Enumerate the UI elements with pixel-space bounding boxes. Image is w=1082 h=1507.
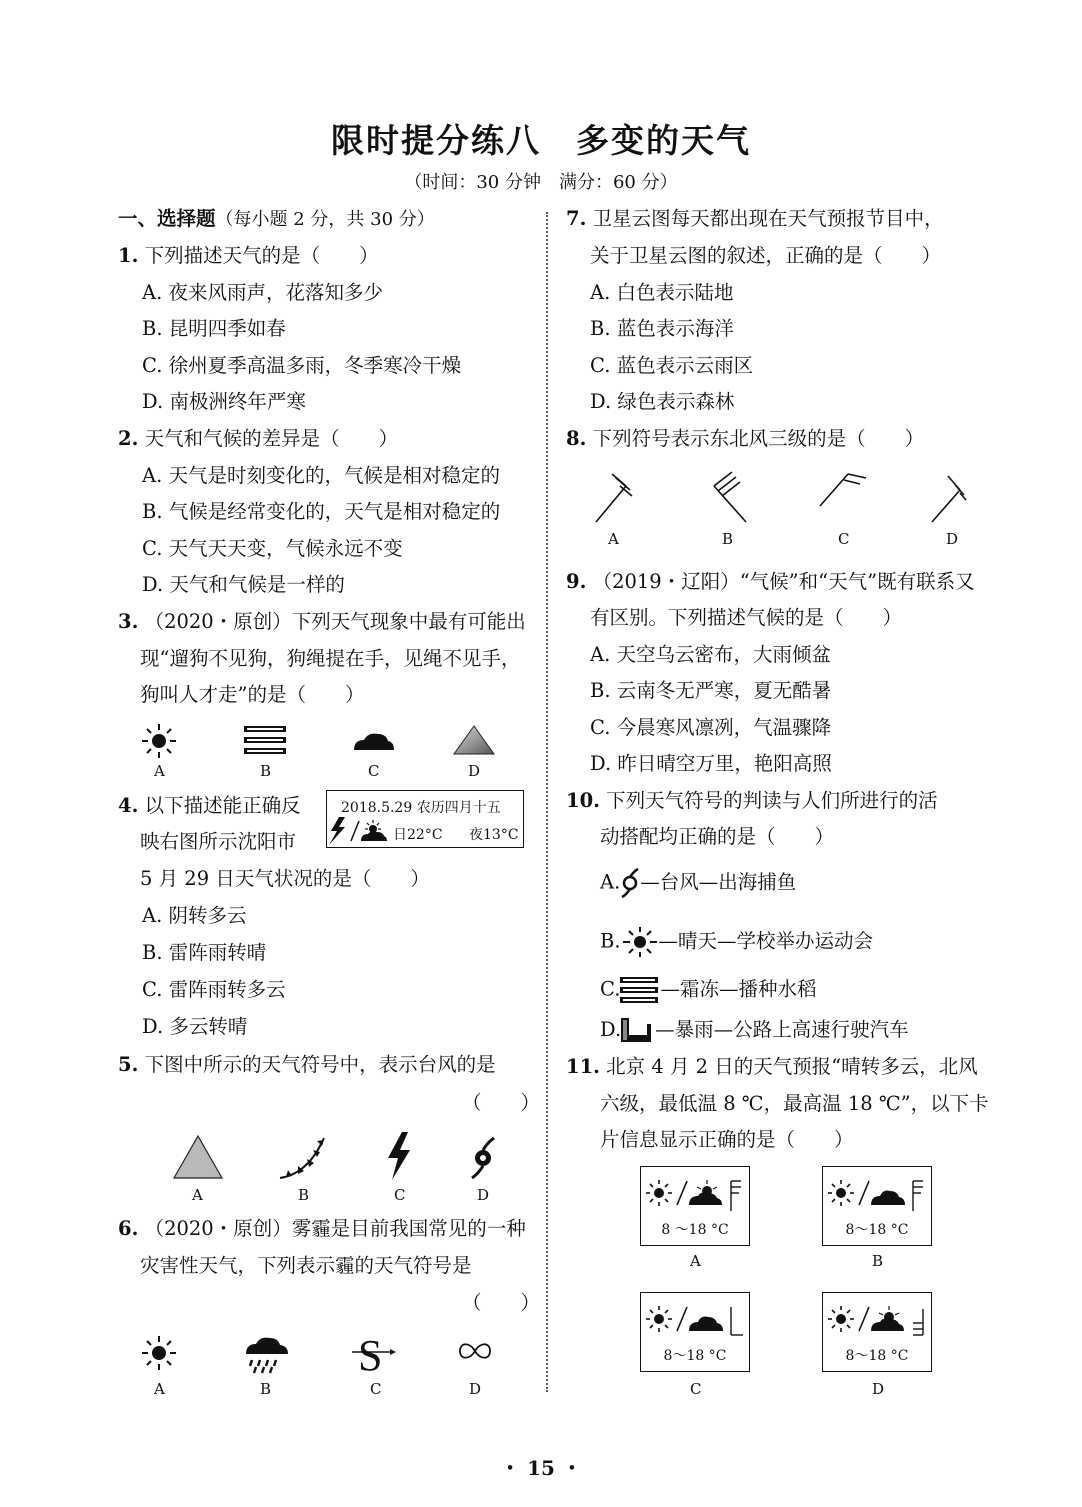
question-text: 下列符号表示东北风三级的是（ ） xyxy=(592,427,925,450)
forecast-date-line xyxy=(341,797,501,817)
question-9-stem-line2: 有区别。下列描述气候的是（ ） xyxy=(590,606,903,629)
section-name: 一、选择题 xyxy=(118,207,216,230)
typhoon-icon[interactable] xyxy=(468,1136,498,1180)
question-3-stem-line1 xyxy=(118,609,526,635)
question-4-stem-line3: 5 月 29 日天气状况的是（ ） xyxy=(140,867,430,890)
question-number: 5. xyxy=(118,1053,139,1076)
page-number: ・ 15 ・ xyxy=(500,1456,582,1480)
question-10-stem-line1 xyxy=(566,788,938,814)
page-title: 限时提分练八 多变的天气 xyxy=(331,121,751,160)
section-note: （每小题 2 分，共 30 分） xyxy=(215,209,435,230)
sandstorm-triangle-icon[interactable] xyxy=(172,1134,224,1180)
question-6-stem-line2: 灾害性天气，下列表示霾的天气符号是 xyxy=(140,1254,472,1277)
question-text: 卫星云图每天都出现在天气预报节目中， xyxy=(592,207,944,230)
option-q1-d[interactable]: D. 南极洲终年严寒 xyxy=(142,390,306,413)
sunny-icon xyxy=(621,925,659,959)
option-q2-a[interactable]: A. 天气是时刻变化的，气候是相对稳定的 xyxy=(142,464,500,487)
question-text: （2020・原创）雾霾是目前我国常见的一种 xyxy=(144,1217,526,1240)
question-2-stem xyxy=(118,426,398,452)
rain-gauge-icon xyxy=(621,1018,655,1044)
question-text: （2020・原创）下列天气现象中最有可能出 xyxy=(144,610,526,633)
question-3-stem-line3: 狗叫人才走”的是（ ） xyxy=(140,683,365,706)
dust-storm-s-icon[interactable] xyxy=(352,1330,398,1380)
card-label: D xyxy=(872,1380,885,1398)
card-label: A xyxy=(690,1252,701,1270)
option-q10-d[interactable] xyxy=(600,1017,909,1044)
card-label: C xyxy=(690,1380,702,1398)
wind-barb-icon[interactable] xyxy=(706,470,750,524)
section-heading xyxy=(118,206,435,233)
question-4-stem-line2: 映右图所示沈阳市 xyxy=(140,830,297,853)
weather-forecast-box xyxy=(326,790,524,848)
forecast-day-temp: 日22°C xyxy=(393,827,443,843)
option-q7-d[interactable]: D. 绿色表示森林 xyxy=(590,390,735,413)
forecast-card-b[interactable] xyxy=(822,1166,932,1246)
heavy-rain-icon[interactable] xyxy=(244,1334,292,1374)
lightning-icon[interactable] xyxy=(384,1132,414,1180)
cold-front-icon[interactable] xyxy=(278,1134,330,1180)
forecast-card-d[interactable] xyxy=(822,1292,932,1372)
symbol-label: B xyxy=(260,762,272,780)
symbol-label: C xyxy=(394,1186,406,1204)
question-number: 7. xyxy=(566,207,587,230)
question-6-stem-line1 xyxy=(118,1216,526,1242)
symbol-label: D xyxy=(477,1186,490,1204)
symbol-label: A xyxy=(608,530,619,548)
option-q7-c[interactable]: C. 蓝色表示云雨区 xyxy=(590,354,754,377)
sunny-to-cloudy-wind-icon xyxy=(827,1301,927,1341)
question-8-stem xyxy=(566,426,924,452)
card-temperature: 8 ～18 °C xyxy=(661,1222,729,1238)
card-label: B xyxy=(872,1252,884,1270)
question-11-stem-line2: 六级，最低温 8 ℃，最高温 18 ℃”，以下卡 xyxy=(600,1092,989,1115)
card-temperature: 8～18 °C xyxy=(845,1348,909,1364)
sunny-to-overcast-north-wind-icon xyxy=(827,1175,927,1215)
column-divider xyxy=(546,212,548,1392)
question-11-stem-line1 xyxy=(566,1054,978,1080)
question-1-stem xyxy=(118,243,379,269)
forecast-date: 2018.5.29 xyxy=(341,800,413,816)
symbol-label: D xyxy=(469,1380,482,1398)
option-q2-b[interactable]: B. 气候是经常变化的，天气是相对稳定的 xyxy=(142,500,501,523)
answer-paren[interactable]: （ ） xyxy=(462,1291,541,1314)
option-text: —晴天—学校举办运动会 xyxy=(658,929,874,953)
wind-barb-icon[interactable] xyxy=(594,470,634,524)
option-q9-c[interactable]: C. 今晨寒风凛冽，气温骤降 xyxy=(590,716,832,739)
symbol-label: D xyxy=(468,762,481,780)
symbol-label: B xyxy=(298,1186,310,1204)
sunny-icon[interactable] xyxy=(140,722,180,762)
question-number: 2. xyxy=(118,427,139,450)
option-q9-a[interactable]: A. 天空乌云密布，大雨倾盆 xyxy=(590,643,831,666)
thunderstorm-to-cloudy-icon xyxy=(329,817,389,845)
question-4-stem-line1 xyxy=(118,793,301,819)
forecast-lunar: 农历四月十五 xyxy=(416,800,501,816)
symbol-label: A xyxy=(154,762,165,780)
question-number: 8. xyxy=(566,427,587,450)
option-q1-b[interactable]: B. 昆明四季如春 xyxy=(142,317,286,340)
wind-barb-icon[interactable] xyxy=(930,470,970,524)
symbol-label: C xyxy=(838,530,850,548)
option-q4-b[interactable]: B. 雷阵雨转晴 xyxy=(142,941,267,964)
question-text: （2019・辽阳）“气候”和“天气”既有联系又 xyxy=(592,570,975,593)
question-7-stem-line2: 关于卫星云图的叙述，正确的是（ ） xyxy=(590,244,942,267)
sunny-icon[interactable] xyxy=(140,1334,180,1374)
question-text: 北京 4 月 2 日的天气预报“晴转多云，北风 xyxy=(606,1055,978,1078)
symbol-label: D xyxy=(946,530,959,548)
symbol-label: B xyxy=(722,530,734,548)
option-q10-b[interactable] xyxy=(600,925,873,959)
option-text: —暴雨—公路上高速行驶汽车 xyxy=(655,1018,909,1041)
haze-infinity-icon[interactable] xyxy=(458,1340,492,1362)
option-text: —台风—出海捕鱼 xyxy=(640,870,797,894)
forecast-card-a[interactable] xyxy=(640,1166,750,1246)
question-number: 3. xyxy=(118,610,139,633)
question-number: 10. xyxy=(566,789,600,812)
symbol-label: A xyxy=(192,1186,203,1204)
card-temperature: 8～18 °C xyxy=(663,1348,727,1364)
option-q4-d[interactable]: D. 多云转晴 xyxy=(142,1015,248,1038)
question-5-stem xyxy=(118,1052,496,1078)
option-letter: A. xyxy=(600,870,621,894)
option-q9-b[interactable]: B. 云南冬无严寒，夏无酷暑 xyxy=(590,679,832,702)
option-q4-c[interactable]: C. 雷阵雨转多云 xyxy=(142,978,286,1001)
question-text: 下图中所示的天气符号中，表示台风的是 xyxy=(144,1053,496,1076)
fog-icon[interactable] xyxy=(244,724,288,758)
option-q10-a[interactable] xyxy=(600,868,796,898)
card-temperature: 8～18 °C xyxy=(845,1222,909,1238)
question-text: 以下描述能正确反 xyxy=(144,794,301,817)
symbol-label: C xyxy=(370,1380,382,1398)
wind-barb-icon[interactable] xyxy=(818,470,870,510)
question-text: 下列描述天气的是（ ） xyxy=(144,244,379,267)
overcast-icon[interactable] xyxy=(352,730,396,752)
sunny-to-overcast-wind-icon xyxy=(645,1301,745,1341)
option-q1-c[interactable]: C. 徐州夏季高温多雨，冬季寒冷干燥 xyxy=(142,354,462,377)
symbol-label: C xyxy=(368,762,380,780)
option-q1-a[interactable]: A. 夜来风雨声，花落知多少 xyxy=(142,281,383,304)
question-10-stem-line2: 动搭配均正确的是（ ） xyxy=(600,825,835,848)
sunny-to-cloudy-north-wind-icon xyxy=(645,1175,745,1215)
sandstorm-triangle-icon[interactable] xyxy=(452,724,496,756)
question-text: 下列天气符号的判读与人们所进行的活 xyxy=(606,789,938,812)
question-number: 1. xyxy=(118,244,139,267)
option-q10-c[interactable] xyxy=(600,976,816,1004)
symbol-label: B xyxy=(260,1380,272,1398)
option-q7-a[interactable]: A. 白色表示陆地 xyxy=(590,281,734,304)
option-letter: C. xyxy=(600,977,621,1001)
question-number: 11. xyxy=(566,1055,600,1078)
question-11-stem-line3: 片信息显示正确的是（ ） xyxy=(600,1128,854,1151)
option-q9-d[interactable]: D. 昨日晴空万里，艳阳高照 xyxy=(590,752,832,775)
option-q2-c[interactable]: C. 天气天天变，气候永远不变 xyxy=(142,537,403,560)
svg-text:S: S xyxy=(358,1331,383,1380)
option-text: —霜冻—播种水稻 xyxy=(660,977,817,1001)
forecast-night-temp: 夜13°C xyxy=(469,827,519,843)
page-subtitle: （时间：30 分钟 满分：60 分） xyxy=(404,172,678,193)
question-text: 天气和气候的差异是（ ） xyxy=(144,427,399,450)
option-q2-d[interactable]: D. 天气和气候是一样的 xyxy=(142,573,345,596)
question-7-stem-line1 xyxy=(566,206,944,232)
question-number: 6. xyxy=(118,1217,139,1240)
option-letter: B. xyxy=(600,929,621,953)
answer-paren[interactable]: （ ） xyxy=(462,1091,541,1114)
forecast-card-c[interactable] xyxy=(640,1292,750,1372)
option-q7-b[interactable]: B. 蓝色表示海洋 xyxy=(590,317,734,340)
question-number: 4. xyxy=(118,794,139,817)
fog-icon xyxy=(620,976,660,1004)
option-q4-a[interactable]: A. 阴转多云 xyxy=(142,904,247,927)
symbol-label: A xyxy=(154,1380,165,1398)
typhoon-icon xyxy=(620,868,640,898)
question-number: 9. xyxy=(566,570,587,593)
option-letter: D. xyxy=(600,1018,622,1041)
question-3-stem-line2: 现“遛狗不见狗，狗绳提在手，见绳不见手， xyxy=(140,647,521,670)
question-9-stem-line1 xyxy=(566,569,975,595)
